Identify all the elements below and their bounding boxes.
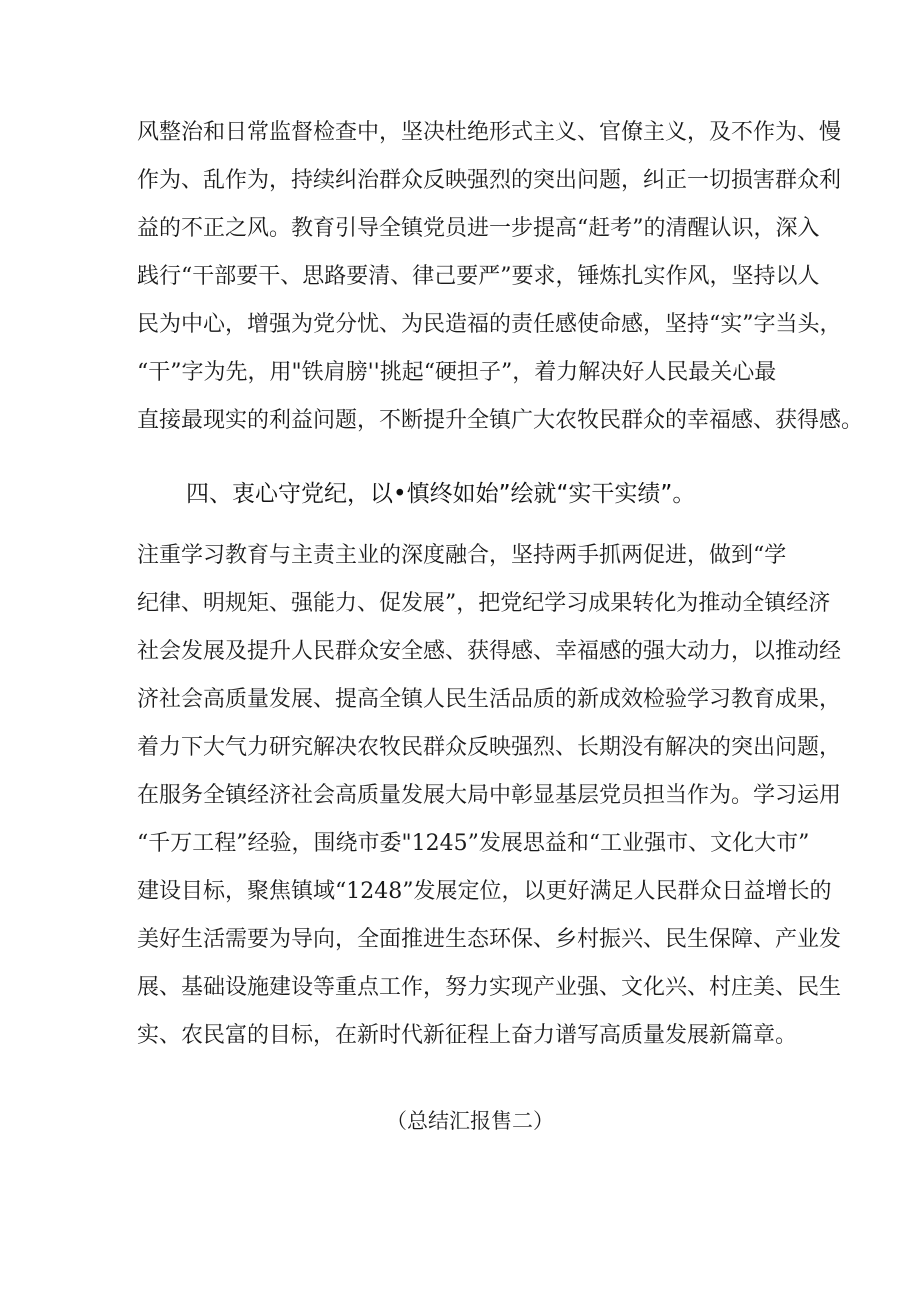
paragraph-line: 实、农民富的目标，在新时代新征程上奋力谱写高质量发展新篇章。 [137,1023,798,1048]
paragraph-line: 直接最现实的利益问题，不断提升全镇广大农牧民群众的幸福感、获得感。 [137,408,864,433]
paragraph-line: 在服务全镇经济社会高质量发展大局中彰显基层党员担当作为。学习运用 [137,783,842,808]
section-heading: 四、衷心守党纪，以•慎终如始”绘就“实干实绩”。 [186,481,696,507]
paragraph-line: “千万工程”经验，围绕市委"1245”发展思益和“工业强市、文化大市” [137,831,810,856]
paragraph-line: “干”字为先，用"铁肩膀''挑起“硬担子”，着力解决好人民最关心最 [137,360,777,385]
paragraph-line: 纪律、明规矩、强能力、促发展”，把党纪学习成果转化为推动全镇经济 [137,591,831,616]
paragraph-line: 践行“干部要干、思路要清、律己要严”要求，锤炼扎实作风，坚持以人 [137,264,820,289]
paragraph-line: 建设目标，聚焦镇域“1248”发展定位，以更好满足人民群众日益增长的 [137,879,832,904]
paragraph-line: 作为、乱作为，持续纠治群众反映强烈的突出问题，纠正一切损害群众利 [137,168,842,193]
paragraph-line: 着力下大气力研究解决农牧民群众反映强烈、长期没有解决的突出问题， [137,735,842,760]
paragraph-line: 展、基础设施建设等重点工作，努力实现产业强、文化兴、村庄美、民生 [137,975,842,1000]
paragraph-line: 美好生活需要为导向，全面推进生态环保、乡村振兴、民生保障、产业发 [137,927,842,952]
paragraph-line: 风整治和日常监督检查中，坚决杜绝形式主义、官僚主义，及不作为、慢 [137,120,842,145]
paragraph-line: 社会发展及提升人民群众安全感、获得感、幸福感的强大动力，以推动经 [137,639,842,664]
paragraph-line: 民为中心，增强为党分忧、为民造福的责任感使命感，坚持“实”字当头， [137,312,842,337]
closing-caption: （总结汇报售二） [386,1109,554,1133]
paragraph-line: 注重学习教育与主责主业的深度融合，坚持两手抓两促进，做到“学 [137,543,787,568]
paragraph-line: 益的不正之风。教育引导全镇党员进一步提高“赶考”的清醒认识，深入 [137,216,820,241]
paragraph-line: 济社会高质量发展、提高全镇人民生活品质的新成效检验学习教育成果， [137,687,842,712]
